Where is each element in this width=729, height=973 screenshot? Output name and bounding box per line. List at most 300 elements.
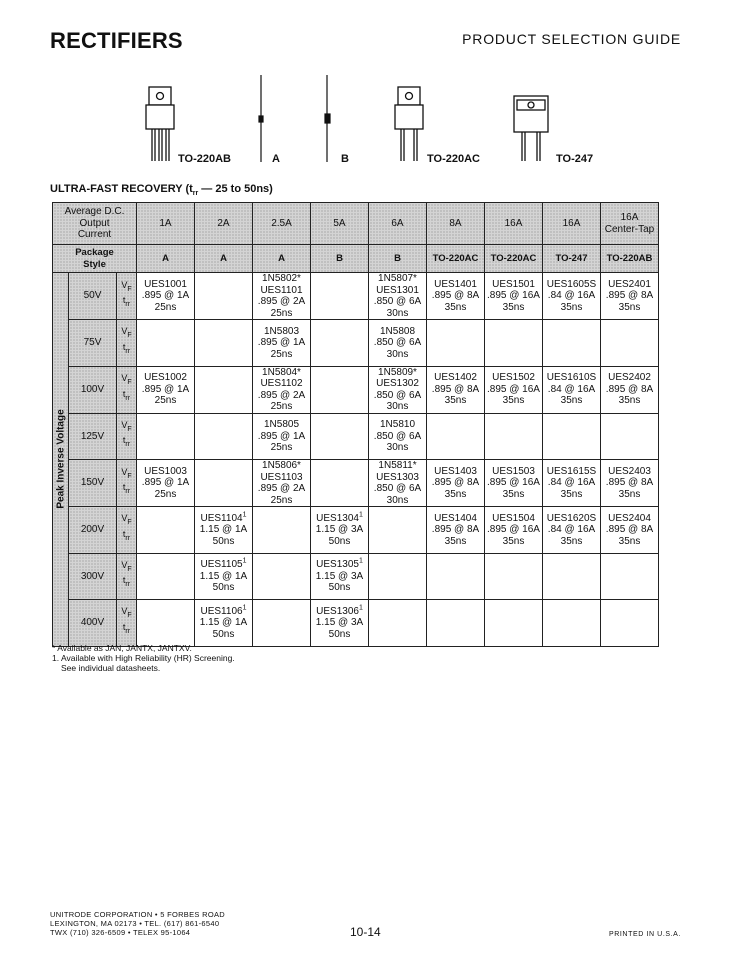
param-symbols: [117, 460, 137, 507]
address-line: TWX (710) 326-6509 • TELEX 95-1064: [50, 928, 191, 937]
trr-symbol: $t_{rr}$: [122, 482, 131, 495]
current-line: 1A: [159, 217, 172, 229]
package-label-to220ac: TO-220AC: [427, 153, 480, 165]
part-cell-line: UES1504: [492, 512, 535, 524]
part-cell-line: UES1403: [434, 465, 477, 477]
current-value: [253, 203, 311, 245]
part-number: UES1105: [200, 559, 243, 570]
param-symbols: [117, 366, 137, 413]
part-cell: [485, 273, 543, 320]
voltage-label: 50V: [69, 273, 117, 320]
package-style: TO-220AC: [485, 245, 543, 273]
address-line: UNITRODE CORPORATION • 5 FORBES ROAD: [50, 910, 225, 919]
part-cell-line: .850 @ 6A: [373, 483, 422, 494]
param-symbols: [117, 273, 137, 320]
package-style: TO-220AC: [427, 245, 485, 273]
vf-symbol: $V_F$: [121, 559, 132, 573]
part-cell-line: 35ns: [444, 535, 467, 547]
footnote-datasheets: See individual datasheets.: [61, 663, 161, 673]
part-cell-line: 35ns: [560, 488, 583, 500]
vf-symbol: $V_F$: [121, 606, 132, 620]
part-number: UES1305: [316, 559, 359, 570]
current-header-line: Output: [79, 217, 110, 229]
vf-symbol: $V_F$: [121, 279, 132, 293]
part-cell-line: .895 @ 1A: [141, 477, 190, 489]
part-cell-line: 1N5804*: [262, 366, 301, 378]
package-header-line: Package: [75, 247, 114, 258]
part-cell-line: 25ns: [154, 301, 177, 313]
part-cell-line: .850 @ 6A: [373, 430, 422, 442]
part-cell-line: 35ns: [618, 535, 641, 547]
part-cell-line: UES1102: [260, 378, 303, 389]
part-cell-line: UES2402: [608, 372, 651, 384]
vf-symbol: $V_F$: [121, 513, 132, 527]
package-label-a: A: [272, 153, 280, 165]
part-cell: [253, 273, 311, 320]
part-cell: [195, 553, 253, 600]
current-value: [427, 203, 485, 245]
part-cell: [485, 413, 543, 460]
to247-package-icon: [514, 96, 548, 161]
part-cell-line: 1.15 @ 1A: [199, 617, 248, 628]
part-cell: [427, 460, 485, 507]
table-row: [53, 273, 659, 320]
part-cell: [311, 273, 369, 320]
part-cell: [601, 507, 659, 554]
part-cell-line: 35ns: [502, 488, 525, 500]
part-cell-line: UES1301: [376, 284, 419, 296]
param-symbols: [117, 413, 137, 460]
current-line: 16A: [504, 217, 523, 229]
part-cell-line: .895 @ 8A: [605, 290, 654, 302]
part-cell: [195, 600, 253, 647]
part-cell: [485, 320, 543, 367]
vf-symbol: $V_F$: [121, 419, 132, 433]
part-cell: [485, 507, 543, 554]
part-cell-line: 1N5809*: [378, 366, 417, 378]
footnotes: [52, 643, 235, 673]
part-cell: [253, 366, 311, 413]
current-value: [601, 203, 659, 245]
part-cell: [195, 366, 253, 413]
part-cell-line: UES1501: [492, 278, 535, 290]
part-cell-line: UES1620S: [546, 512, 597, 524]
address-line: LEXINGTON, MA 02173 • TEL. (617) 861-6540: [50, 919, 220, 928]
part-cell-line: 35ns: [618, 301, 641, 313]
param-symbols: [117, 507, 137, 554]
part-cell: [195, 507, 253, 554]
part-cell-line: .895 @ 8A: [605, 524, 654, 535]
voltage-label: 100V: [69, 366, 117, 413]
page-title: RECTIFIERS: [50, 28, 183, 53]
part-cell: [311, 507, 369, 554]
selection-table: [52, 202, 659, 647]
part-cell: [311, 553, 369, 600]
part-cell: [543, 413, 601, 460]
part-cell-line: UES1503: [492, 465, 535, 477]
trr-symbol: $t_{rr}$: [122, 528, 131, 542]
current-value: [485, 203, 543, 245]
part-cell-line: UES1402: [434, 372, 477, 384]
part-cell-line: 1.15 @ 1A: [199, 524, 248, 535]
package-style: A: [253, 245, 311, 273]
part-cell-line: .895 @ 16A: [487, 524, 540, 535]
current-header-line: Current: [77, 229, 112, 241]
trr-symbol: $t_{rr}$: [122, 621, 131, 635]
param-symbols: [117, 320, 137, 367]
part-cell-line: UES1302: [376, 378, 419, 389]
part-cell-line: .84 @ 16A: [547, 524, 596, 535]
part-cell-line: UES1103: [260, 471, 303, 483]
part-cell: [601, 553, 659, 600]
part-cell-line: UES2403: [608, 465, 651, 477]
part-cell: [137, 553, 195, 600]
voltage-label: 125V: [69, 413, 117, 460]
part-cell-line: 50ns: [328, 535, 351, 547]
section-title-text: ULTRA-FAST RECOVERY (t: [50, 183, 193, 195]
piv-label: [53, 273, 69, 647]
package-style: A: [137, 245, 195, 273]
part-cell-line: .895 @ 16A: [487, 383, 540, 395]
part-cell-line: 1N5805: [263, 419, 300, 430]
footnote-mark: 1: [242, 604, 247, 612]
part-cell-line: 50ns: [212, 535, 235, 547]
current-line: 2.5A: [271, 217, 292, 229]
part-cell: [485, 553, 543, 600]
part-cell: [485, 366, 543, 413]
current-value: [311, 203, 369, 245]
current-value: [137, 203, 195, 245]
part-cell-line: UES1404: [434, 512, 477, 524]
part-cell: [369, 320, 427, 367]
footnote-hr: 1. Available with High Reliability (HR) Screening.: [52, 653, 235, 663]
current-header-label: [53, 203, 137, 245]
part-cell: [427, 507, 485, 554]
current-line: 2A: [217, 217, 230, 229]
part-cell-line: UES1303: [376, 471, 419, 483]
part-cell: [195, 320, 253, 367]
package-label-to220ab: TO-220AB: [178, 153, 231, 165]
part-cell-line: .895 @ 2A: [257, 296, 306, 307]
package-illustrations: [0, 70, 729, 170]
part-cell-line: 1N5803: [263, 325, 300, 337]
part-cell: [427, 600, 485, 647]
section-title: [50, 183, 273, 197]
part-cell-line: [195, 606, 252, 618]
part-cell-line: .895 @ 16A: [487, 477, 540, 489]
part-cell-line: [195, 559, 252, 571]
voltage-label: 150V: [69, 460, 117, 507]
part-cell: [601, 600, 659, 647]
part-cell-line: 1N5807*: [378, 273, 417, 284]
part-cell-line: .895 @ 8A: [431, 290, 480, 302]
part-cell-line: .895 @ 1A: [141, 383, 190, 395]
part-cell-line: 35ns: [444, 395, 467, 407]
part-cell-line: 35ns: [618, 488, 641, 500]
part-cell-line: 25ns: [270, 307, 293, 319]
current-line: Center-Tap: [604, 223, 655, 235]
part-cell-line: 1N5811*: [378, 460, 417, 471]
part-cell-line: 30ns: [386, 348, 409, 360]
company-address: [50, 910, 225, 937]
part-cell-line: UES1001: [144, 278, 187, 290]
header-row-package: [53, 245, 659, 273]
part-cell-line: UES1610S: [546, 372, 597, 384]
printed-note: PRINTED IN U.S.A.: [608, 931, 681, 938]
part-cell: [601, 273, 659, 320]
footnote-mark: 1: [242, 557, 247, 565]
part-cell-line: 35ns: [502, 535, 525, 547]
table-row: [53, 413, 659, 460]
trr-symbol: $t_{rr}$: [122, 575, 131, 589]
part-cell-line: .895 @ 2A: [257, 389, 306, 401]
part-cell-line: .850 @ 6A: [373, 296, 422, 307]
part-cell: [543, 600, 601, 647]
part-cell: [195, 460, 253, 507]
part-cell-line: 35ns: [560, 301, 583, 313]
axial-diode-a-icon: [259, 75, 263, 162]
package-style: B: [369, 245, 427, 273]
part-cell-line: [311, 513, 368, 525]
part-cell: [195, 273, 253, 320]
voltage-label: 200V: [69, 507, 117, 554]
part-cell: [601, 413, 659, 460]
trr-symbol: $t_{rr}$: [122, 388, 131, 402]
part-cell: [543, 460, 601, 507]
part-cell: [195, 413, 253, 460]
part-cell-line: 1.15 @ 3A: [315, 570, 364, 582]
part-number: UES1104: [200, 512, 243, 524]
part-cell: [369, 273, 427, 320]
to220ac-package-icon: [395, 87, 423, 161]
part-cell-line: .895 @ 8A: [431, 477, 480, 489]
trr-symbol: $t_{rr}$: [122, 295, 131, 308]
part-cell-line: 25ns: [270, 401, 293, 412]
part-cell: [543, 553, 601, 600]
part-cell-line: [195, 513, 252, 525]
vf-symbol: $V_F$: [121, 373, 132, 386]
part-cell: [369, 507, 427, 554]
axial-diode-b-icon: [325, 75, 330, 162]
table-row: [53, 320, 659, 367]
piv-label-text: Peak Inverse Voltage: [54, 409, 66, 509]
part-cell: [369, 366, 427, 413]
part-cell-line: .895 @ 16A: [487, 290, 540, 302]
part-number: UES1106: [200, 605, 243, 617]
part-cell-line: 1.15 @ 3A: [315, 617, 364, 628]
part-cell: [427, 413, 485, 460]
section-title-range: — 25 to 50ns): [198, 183, 273, 195]
vf-symbol: $V_F$: [121, 466, 132, 480]
part-cell-line: 25ns: [270, 348, 293, 360]
package-style: TO-247: [543, 245, 601, 273]
package-header-line: Style: [83, 258, 106, 270]
part-cell-line: .895 @ 1A: [257, 430, 306, 442]
part-cell-line: 1N5808: [379, 325, 416, 337]
package-drawings: [0, 70, 729, 170]
part-cell-line: 1N5806*: [262, 460, 301, 471]
package-style: TO-220AB: [601, 245, 659, 273]
part-cell: [601, 366, 659, 413]
part-cell: [253, 553, 311, 600]
current-value: [369, 203, 427, 245]
part-cell: [427, 273, 485, 320]
part-cell-line: UES1615S: [546, 465, 597, 477]
current-value: [543, 203, 601, 245]
part-cell-line: UES1605S: [546, 278, 597, 290]
part-cell: [253, 413, 311, 460]
part-cell-line: 1N5802*: [262, 273, 301, 284]
part-cell: [311, 600, 369, 647]
part-cell: [601, 320, 659, 367]
part-cell-line: 35ns: [444, 488, 467, 500]
package-style: B: [311, 245, 369, 273]
footnote-mark: 1: [242, 511, 247, 519]
to220ab-package-icon: [146, 87, 174, 161]
part-cell-line: UES1003: [144, 465, 187, 477]
part-cell-line: .895 @ 8A: [431, 524, 480, 535]
vf-symbol: $V_F$: [121, 326, 132, 340]
table-row: [53, 600, 659, 647]
part-cell-line: [311, 559, 368, 571]
current-value: [195, 203, 253, 245]
part-cell: [311, 460, 369, 507]
part-cell-line: .895 @ 8A: [605, 477, 654, 489]
part-cell-line: 35ns: [618, 395, 641, 407]
part-cell-line: UES1401: [434, 278, 477, 290]
current-line: 8A: [449, 217, 462, 229]
part-cell-line: UES1502: [492, 372, 535, 384]
footnote-mark: 1: [358, 557, 363, 565]
part-cell: [543, 320, 601, 367]
header-row-current: [53, 203, 659, 245]
part-cell-line: 30ns: [386, 307, 409, 319]
param-symbols: [117, 600, 137, 647]
part-cell: [137, 460, 195, 507]
part-cell-line: 25ns: [154, 395, 177, 407]
part-cell-line: UES2401: [608, 278, 651, 290]
part-cell-line: 25ns: [270, 494, 293, 506]
package-style: A: [195, 245, 253, 273]
part-cell-line: .84 @ 16A: [547, 383, 596, 395]
current-line: 6A: [391, 217, 404, 229]
part-cell: [427, 320, 485, 367]
table-row: [53, 366, 659, 413]
part-cell: [369, 413, 427, 460]
package-label-to247: TO-247: [556, 153, 594, 165]
part-cell: [137, 366, 195, 413]
part-cell-line: .84 @ 16A: [547, 477, 596, 489]
trr-symbol: $t_{rr}$: [122, 435, 131, 449]
part-cell-line: 25ns: [270, 442, 293, 453]
voltage-label: 300V: [69, 553, 117, 600]
part-cell-line: 35ns: [560, 395, 583, 407]
part-cell-line: 30ns: [386, 494, 409, 506]
param-symbols: [117, 553, 137, 600]
trr-symbol: $t_{rr}$: [122, 341, 131, 355]
part-cell: [311, 413, 369, 460]
part-cell-line: 25ns: [154, 488, 177, 500]
part-cell-line: .84 @ 16A: [547, 290, 596, 302]
part-cell-line: 50ns: [212, 582, 235, 593]
current-line: 5A: [333, 217, 346, 229]
part-cell-line: 1.15 @ 1A: [199, 570, 248, 582]
part-cell: [137, 413, 195, 460]
package-header-label: [53, 245, 137, 273]
part-number: UES1306: [316, 605, 359, 617]
part-cell-line: .895 @ 2A: [257, 483, 306, 494]
table-row: [53, 507, 659, 554]
part-cell-line: 1.15 @ 3A: [315, 524, 364, 535]
part-cell-line: .850 @ 6A: [373, 337, 422, 348]
part-cell-line: [311, 606, 368, 618]
part-cell-line: .895 @ 1A: [257, 337, 306, 348]
part-cell: [137, 600, 195, 647]
part-cell: [253, 600, 311, 647]
part-cell-line: UES1101: [260, 284, 303, 296]
part-cell: [485, 460, 543, 507]
part-cell-line: 50ns: [328, 582, 351, 593]
current-line: 16A: [562, 217, 581, 229]
page-subtitle: PRODUCT SELECTION GUIDE: [462, 31, 681, 47]
part-cell-line: 50ns: [212, 628, 235, 640]
part-cell: [137, 320, 195, 367]
part-cell-line: .895 @ 8A: [431, 383, 480, 395]
footnote-jan: * Available as JAN, JANTX, JANTXV.: [52, 643, 192, 653]
page-number: 10-14: [350, 925, 381, 939]
part-cell: [253, 320, 311, 367]
part-cell: [137, 273, 195, 320]
table-row: [53, 553, 659, 600]
part-cell-line: 35ns: [502, 301, 525, 313]
part-cell: [427, 366, 485, 413]
part-cell-line: 35ns: [502, 395, 525, 407]
part-cell: [369, 553, 427, 600]
table-row: [53, 460, 659, 507]
part-cell-line: .895 @ 8A: [605, 383, 654, 395]
part-cell-line: 35ns: [444, 301, 467, 313]
part-cell: [311, 366, 369, 413]
part-cell: [137, 507, 195, 554]
package-label-b: B: [341, 153, 349, 165]
part-cell: [427, 553, 485, 600]
part-cell-line: 1N5810: [379, 419, 416, 430]
footnote-mark: 1: [358, 604, 363, 612]
current-line: 16A: [620, 212, 639, 223]
footnote-mark: 1: [358, 511, 363, 519]
part-cell: [253, 507, 311, 554]
current-header-line: Average D.C.: [64, 206, 125, 218]
part-cell: [543, 507, 601, 554]
part-cell-line: 30ns: [386, 401, 409, 412]
part-cell: [311, 320, 369, 367]
part-cell: [543, 273, 601, 320]
part-cell: [369, 460, 427, 507]
part-cell: [369, 600, 427, 647]
part-cell: [543, 366, 601, 413]
voltage-label: 75V: [69, 320, 117, 367]
part-cell-line: 50ns: [328, 628, 351, 640]
part-cell-line: .850 @ 6A: [373, 389, 422, 401]
part-cell-line: .895 @ 1A: [141, 290, 190, 302]
section-title-sub: rr: [192, 190, 199, 198]
part-cell-line: UES1002: [144, 372, 187, 384]
part-cell-line: 35ns: [560, 535, 583, 547]
part-cell-line: 30ns: [386, 442, 409, 453]
part-cell: [485, 600, 543, 647]
part-cell: [601, 460, 659, 507]
part-cell-line: UES2404: [608, 512, 651, 524]
